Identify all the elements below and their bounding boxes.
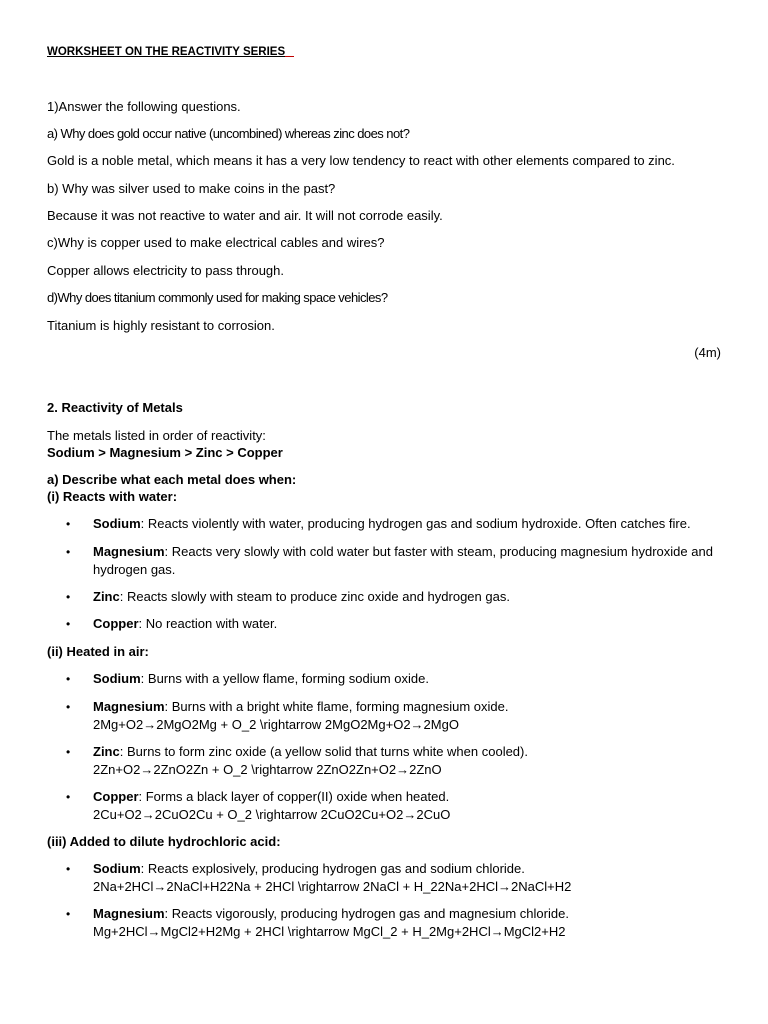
water-item-copper [93, 615, 723, 633]
item-text: : Reacts vigorously, producing hydrogen gas and magnesium chloride. [164, 906, 569, 921]
metal-name: Zinc [93, 589, 120, 604]
bullet-icon: • [66, 700, 71, 714]
answer-d: Titanium is highly resistant to corrosion. [47, 318, 275, 333]
bullet-icon: • [66, 745, 71, 759]
item-text: : Burns with a bright white flame, forming magnesium oxide. [164, 699, 509, 714]
metal-name: Copper [93, 616, 139, 631]
answer-c: Copper allows electricity to pass through. [47, 263, 285, 278]
item-text: : Burns to form zinc oxide (a yellow solid that turns white when cooled). [119, 744, 528, 759]
water-item-sodium [93, 515, 723, 533]
equation: 2Zn+O2→2ZnO2Zn + O_2 \rightarrow 2ZnO2Zn+O2→2ZnO [93, 762, 442, 777]
equation: Mg+2HCl→MgCl2+H2Mg + 2HCl \rightarrow MgCl_2 + H_2Mg+2HCl→MgCl2+H2 [93, 924, 566, 939]
metal-name: Sodium [93, 516, 141, 531]
section1-heading: 1)Answer the following questions. [47, 99, 241, 114]
acid-heading: (iii) Added to dilute hydrochloric acid: [47, 834, 281, 849]
metal-name: Sodium [93, 671, 141, 686]
bullet-icon: • [66, 862, 71, 876]
section2-heading: 2. Reactivity of Metals [47, 400, 183, 415]
acid-item-magnesium [93, 905, 723, 941]
metal-name: Magnesium [93, 906, 165, 921]
metal-name: Copper [93, 789, 139, 804]
bullet-icon: • [66, 907, 71, 921]
title-underline-tail [285, 44, 294, 57]
air-item-zinc [93, 743, 723, 779]
answer-a: Gold is a noble metal, which means it has a very low tendency to react with other elements compared to zinc. [47, 153, 675, 168]
item-text: : Reacts slowly with steam to produce zinc oxide and hydrogen gas. [119, 589, 510, 604]
bullet-icon: • [66, 517, 71, 531]
question-d: d)Why does titanium commonly used for making space vehicles? [47, 290, 388, 305]
metal-name: Zinc [93, 744, 120, 759]
answer-b: Because it was not reactive to water and air. It will not corrode easily. [47, 208, 443, 223]
question-b: b) Why was silver used to make coins in the past? [47, 181, 336, 196]
item-text: : Burns with a yellow flame, forming sodium oxide. [140, 671, 429, 686]
equation: 2Mg+O2→2MgO2Mg + O_2 \rightarrow 2MgO2Mg+O2→2MgO [93, 717, 459, 732]
equation: 2Cu+O2→2CuO2Cu + O_2 \rightarrow 2CuO2Cu+O2→2CuO [93, 807, 451, 822]
reactivity-order: Sodium > Magnesium > Zinc > Copper [47, 445, 283, 460]
question-a: a) Why does gold occur native (uncombined) whereas zinc does not? [47, 126, 410, 141]
worksheet-title [47, 44, 294, 61]
title-text: WORKSHEET ON THE REACTIVITY SERIES [47, 46, 286, 58]
acid-item-sodium [93, 860, 723, 896]
item-text: : Reacts very slowly with cold water but faster with steam, producing magnesium hydroxide and hydrogen gas. [93, 544, 713, 577]
bullet-icon: • [66, 545, 71, 559]
item-text: : Reacts violently with water, producing hydrogen gas and sodium hydroxide. Often catches fire. [140, 516, 691, 531]
question-c: c)Why is copper used to make electrical cables and wires? [47, 235, 385, 250]
bullet-icon: • [66, 672, 71, 686]
water-item-magnesium [93, 543, 723, 579]
section2-intro: The metals listed in order of reactivity: [47, 428, 266, 443]
metal-name: Magnesium [93, 544, 165, 559]
air-heading: (ii) Heated in air: [47, 644, 149, 659]
item-text: : Reacts explosively, producing hydrogen gas and sodium chloride. [140, 861, 525, 876]
item-text: : Forms a black layer of copper(II) oxide when heated. [138, 789, 450, 804]
marks-label: (4m) [694, 345, 721, 360]
water-item-zinc [93, 588, 723, 606]
air-item-copper [93, 788, 723, 824]
air-item-magnesium [93, 698, 723, 734]
item-text: : No reaction with water. [138, 616, 278, 631]
metal-name: Sodium [93, 861, 141, 876]
bullet-icon: • [66, 790, 71, 804]
part-a-heading: a) Describe what each metal does when: [47, 472, 297, 487]
bullet-icon: • [66, 617, 71, 631]
air-item-sodium [93, 670, 723, 688]
bullet-icon: • [66, 590, 71, 604]
water-heading: (i) Reacts with water: [47, 489, 178, 504]
metal-name: Magnesium [93, 699, 165, 714]
equation: 2Na+2HCl→2NaCl+H22Na + 2HCl \rightarrow 2NaCl + H_22Na+2HCl→2NaCl+H2 [93, 879, 572, 894]
